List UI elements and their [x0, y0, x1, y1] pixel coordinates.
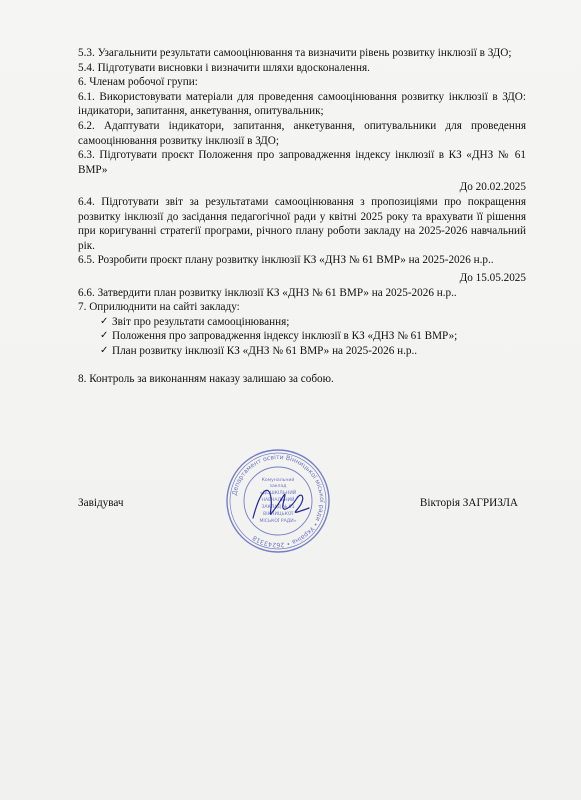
- item-6-6: 6.6. Затвердити план розвитку інклюзії КЗ «ДНЗ № 61 ВМР» на 2025-2026 н.р..: [78, 286, 457, 299]
- stamp-line: ЗАКЛАД № 61: [261, 505, 295, 510]
- document-body: [78, 46, 526, 387]
- stamp-line: ВІННИЦЬКОЇ: [263, 512, 293, 517]
- item-5-3: 5.3. Узагальнити результати самооцінювання та визначити рівень розвитку інклюзії в ЗДО;: [78, 47, 512, 59]
- check-icon: ✓: [100, 315, 109, 327]
- official-stamp: [225, 448, 331, 554]
- stamp-ring-text: Департамент освіти Вінницької міської ради • Україна • 26243318: [231, 453, 326, 549]
- stamp-line: МІСЬКОЇ РАДИ»: [259, 519, 297, 524]
- item-6-5: 6.5. Розробити проєкт плану розвитку інклюзії КЗ «ДНЗ № 61 ВМР» на 2025-2026 н.р..: [78, 254, 494, 267]
- check-icon: ✓: [100, 330, 109, 342]
- item-6-4: 6.4. Підготувати звіт за результатами самооцінювання з пропозиціями про покращення розвитку інклюзії до засідання педагогічної ради у квітні 2025 року та врахувати її рішення при коригуванні стратегії програми, річного плану роботи закладу на 2025-2026 навчальний рік.: [78, 195, 526, 252]
- item-6-heading: 6. Членам робочої групи:: [78, 76, 198, 89]
- checklist-item: ✓ Положення про запровадження індексу інклюзії в КЗ «ДНЗ № 61 ВМР»;: [100, 330, 458, 343]
- publish-checklist: [78, 315, 526, 359]
- item-6-1: 6.1. Використовувати матеріали для проведення самооцінювання розвитку інклюзії в ЗДО: індикатори, запитання, анкетування, опитувальник;: [78, 90, 526, 118]
- item-6-3: 6.3. Підготувати проєкт Положення про запровадження індексу інклюзії в КЗ «ДНЗ № 61 ВМР»: [78, 149, 526, 176]
- checklist-item: ✓ План розвитку інклюзії КЗ «ДНЗ № 61 ВМР» на 2025-2026 н.р..: [100, 344, 418, 357]
- deadline-1: До 20.02.2025: [459, 181, 526, 194]
- deadline-2: До 15.05.2025: [459, 271, 526, 284]
- signer-name: Вікторія ЗАГРИЗЛА: [419, 497, 518, 509]
- checklist-item: ✓ Звіт про результати самооцінювання;: [100, 315, 290, 328]
- check-icon: ✓: [100, 344, 109, 356]
- stamp-line: заклад: [269, 484, 287, 489]
- stamp-line: НАВЧАЛЬНИЙ: [261, 498, 295, 503]
- stamp-line: Комунальний: [261, 478, 295, 483]
- stamp-line: «ДОШКІЛЬНИЙ: [259, 491, 297, 496]
- signer-position: Завідувач: [78, 497, 124, 509]
- item-6-2: 6.2. Адаптувати індикатори, запитання, анкетування, опитувальники для проведення самооцінювання розвитку інклюзії в ЗДО;: [78, 119, 526, 147]
- item-5-4: 5.4. Підготувати висновки і визначити шляхи вдосконалення.: [78, 61, 370, 74]
- item-7-heading: 7. Оприлюднити на сайті закладу:: [78, 301, 240, 314]
- item-8: 8. Контроль за виконанням наказу залишаю за собою.: [78, 373, 334, 386]
